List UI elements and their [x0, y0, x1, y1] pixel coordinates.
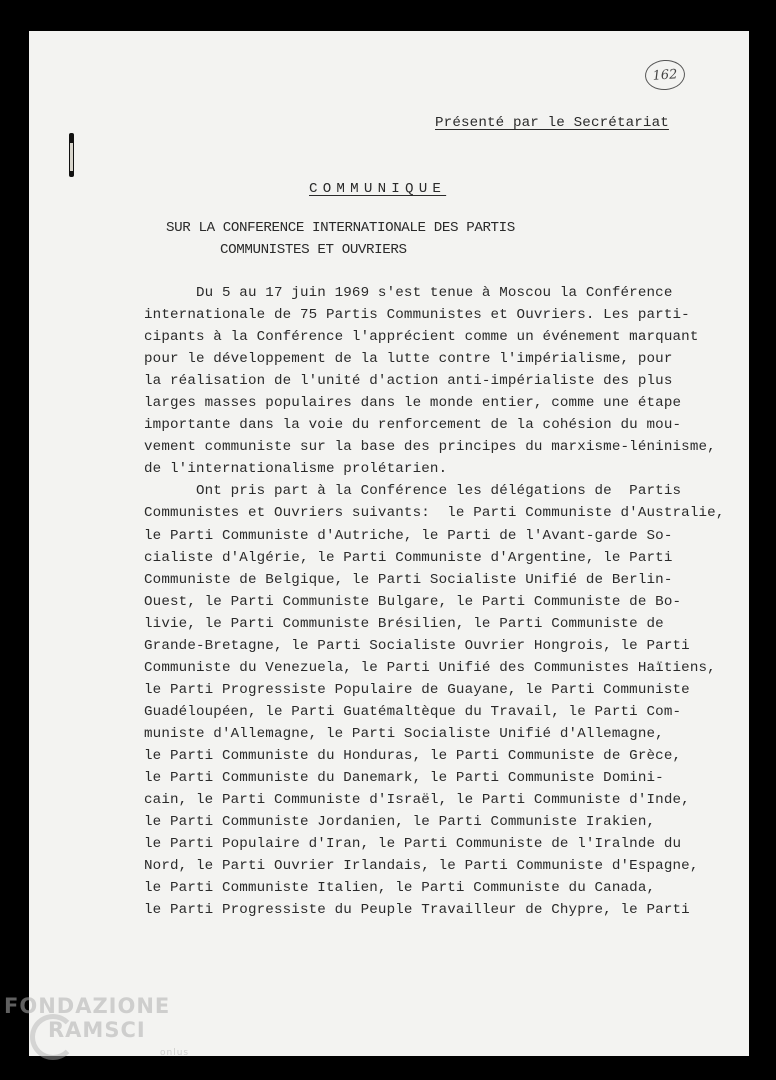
body-line: la réalisation de l'unité d'action anti-impérialiste des plus — [144, 373, 673, 390]
body-line: muniste d'Allemagne, le Parti Socialiste Unifié d'Allemagne, — [144, 725, 664, 742]
body-line: de l'internationalisme prolétarien. — [144, 461, 448, 478]
body-line: Ont pris part à la Conférence les délégations de Partis — [144, 483, 682, 500]
watermark-line-3: onlus — [160, 1048, 190, 1058]
body-line: vement communiste sur la base des principes du marxisme-léninisme, — [144, 439, 716, 456]
body-line: cialiste d'Algérie, le Parti Communiste d'Argentine, le Parti — [144, 549, 673, 566]
watermark-line-2: RAMSCI — [48, 1018, 146, 1042]
body-line: Communiste de Belgique, le Parti Socialiste Unifié de Berlin- — [144, 571, 673, 588]
body-line: le Parti Progressiste du Peuple Travailleur de Chypre, le Parti — [144, 902, 690, 919]
watermark-line-1: FONDAZIONE — [4, 994, 171, 1018]
fondazione-gramsci-watermark — [2, 994, 202, 1074]
archive-number-stamp: 162 — [644, 59, 686, 92]
body-line: Du 5 au 17 juin 1969 s'est tenue à Moscou la Conférence — [144, 285, 673, 301]
body-line: le Parti Communiste Italien, le Parti Communiste du Canada, — [144, 880, 656, 897]
body-line: Communistes et Ouvriers suivants: le Parti Communiste d'Australie, — [144, 505, 725, 522]
body-line: Nord, le Parti Ouvrier Irlandais, le Parti Communiste d'Espagne, — [144, 858, 699, 875]
body-line: pour le développement de la lutte contre l'impérialisme, pour — [144, 351, 673, 368]
body-line: le Parti Populaire d'Iran, le Parti Communiste de l'Iralnde du — [144, 836, 682, 853]
body-line: Guadéloupéen, le Parti Guatémaltèque du Travail, le Parti Com- — [144, 703, 682, 720]
presented-by-header: Présenté par le Secrétariat — [435, 115, 669, 131]
body-line: internationale de 75 Partis Communistes et Ouvriers. Les parti- — [144, 307, 690, 324]
document-title: COMMUNIQUE — [309, 181, 447, 197]
body-line: Grande-Bretagne, le Parti Socialiste Ouvrier Hongrois, le Parti — [144, 637, 690, 654]
document-body — [144, 282, 749, 921]
body-line: livie, le Parti Communiste Brésilien, le Parti Communiste de — [144, 615, 664, 632]
body-line: le Parti Progressiste Populaire de Guayane, le Parti Communiste — [144, 681, 690, 698]
subtitle-line-2: COMMUNISTES ET OUVRIERS — [220, 242, 407, 258]
subtitle-line-1: SUR LA CONFERENCE INTERNATIONALE DES PARTIS — [166, 220, 515, 236]
body-line: Ouest, le Parti Communiste Bulgare, le Parti Communiste de Bo- — [144, 593, 682, 610]
staple-mark — [69, 133, 74, 177]
body-line: le Parti Communiste du Danemark, le Parti Communiste Domini- — [144, 770, 664, 787]
body-line: le Parti Communiste du Honduras, le Parti Communiste de Grèce, — [144, 747, 682, 764]
body-line: importante dans la voie du renforcement de la cohésion du mou- — [144, 417, 682, 434]
body-line: le Parti Communiste Jordanien, le Parti Communiste Irakien, — [144, 814, 656, 831]
body-line: cain, le Parti Communiste d'Israël, le Parti Communiste d'Inde, — [144, 792, 690, 809]
body-line: larges masses populaires dans le monde entier, comme une étape — [144, 395, 682, 412]
body-line: Communiste du Venezuela, le Parti Unifié des Communistes Haïtiens, — [144, 659, 716, 676]
body-line: cipants à la Conférence l'apprécient comme un événement marquant — [144, 329, 699, 346]
document-subtitle — [166, 217, 515, 261]
document-page — [29, 31, 749, 1056]
body-line: le Parti Communiste d'Autriche, le Parti de l'Avant-garde So- — [144, 527, 673, 544]
